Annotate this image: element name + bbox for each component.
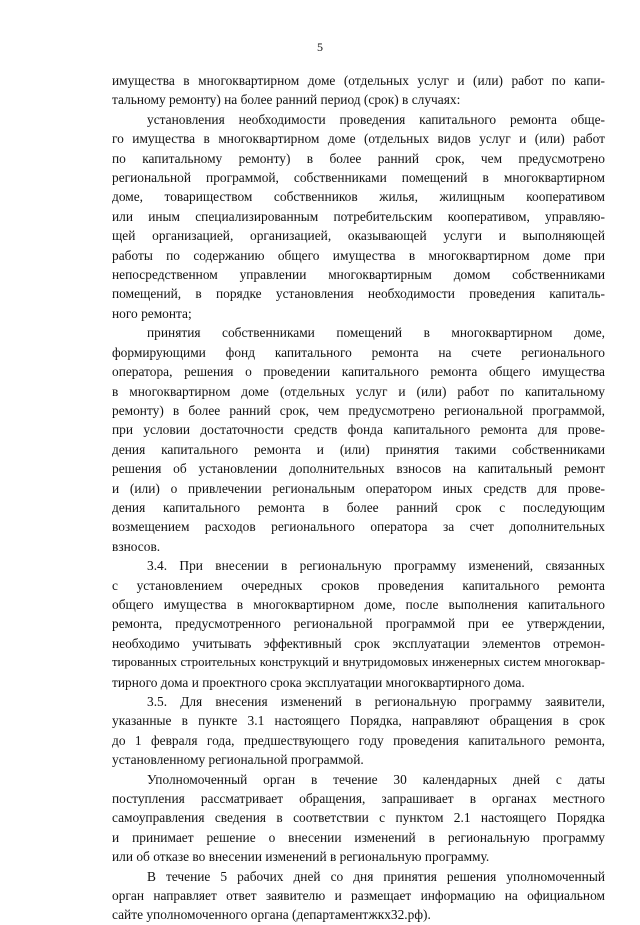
text-line: тированных строительных конструкций и внутридомовых инженерных систем многоквар-: [112, 655, 605, 670]
text-line: при условии достаточности средств фонда капитального ремонта для прове-: [112, 422, 605, 438]
text-line: дения капитального ремонта в более ранний срок с последующим: [112, 499, 605, 515]
text-line: 3.5. Для внесения изменений в региональную программу заявители,: [147, 694, 605, 709]
text-line: необходимо учитывать эффективный срок эксплуатации элементов отремон-: [112, 635, 605, 651]
text-line: возмещением расходов регионального оператора за счет дополнительных: [112, 519, 605, 535]
text-line: в многоквартирном доме (отдельных услуг и (или) работ по капитальному: [112, 383, 605, 399]
text-line: поступления рассматривает обращения, запрашивает в органах местного: [112, 791, 605, 807]
text-line: до 1 февраля года, предшествующего году проведения капитального ремонта,: [112, 732, 605, 748]
text-line: работы по содержанию общего имущества в многоквартирном доме при: [112, 247, 605, 263]
text-line: 3.4. При внесении в региональную программу изменений, связанных: [147, 558, 605, 574]
text-line: сайте уполномоченного органа (департаментжкх32.рф).: [112, 907, 431, 923]
text-line: непосредственном управлении многоквартирным домом собственниками: [112, 267, 605, 283]
text-line: ного ремонта;: [112, 305, 192, 321]
text-line: щей организацией, организацией, оказывающей услуги и выполняющей: [112, 228, 605, 244]
text-line: указанные в пункте 3.1 настоящего Порядка, направляют обращения в срок: [112, 713, 605, 729]
text-line: доме, товариществом собственников жилья, жилищным кооперативом: [112, 189, 605, 205]
text-line: и (или) о привлечении региональным оператором иных средств для прове-: [112, 480, 605, 496]
text-line: самоуправления сведения в соответствии с пунктом 2.1 настоящего Порядка: [112, 810, 605, 826]
text-line: оператора, решения о проведении капитального ремонта общего имущества: [112, 364, 605, 380]
text-line: тирного дома и проектного срока эксплуатации многоквартирного дома.: [112, 674, 525, 690]
text-line: дения капитального ремонта и (или) принятия такими собственниками: [112, 441, 605, 457]
text-line: общего имущества в многоквартирном доме, после выполнения капитального: [112, 596, 605, 612]
page-number: 5: [317, 40, 323, 54]
text-line: региональной программой, собственниками помещений в многоквартирном: [112, 170, 605, 186]
text-line: ремонта, предусмотренного региональной программой при ее утверждении,: [112, 616, 605, 632]
text-line: тальному ремонту) на более ранний период (срок) в случаях:: [112, 92, 461, 108]
text-line: В течение 5 рабочих дней со дня принятия решения уполномоченный: [147, 868, 605, 884]
text-line: го имущества в многоквартирном доме (отдельных видов услуг и (или) работ: [112, 131, 605, 147]
text-line: по капитальному ремонту) в более ранний срок, чем предусмотрено: [112, 150, 605, 166]
text-line: и принимает решение о внесении изменений в региональную программу: [112, 829, 605, 845]
paragraph: [112, 867, 605, 925]
document-body: [112, 71, 605, 925]
text-line: имущества в многоквартирном доме (отдельных услуг и (или) работ по капи-: [112, 73, 605, 88]
paragraph: [112, 323, 605, 556]
text-line: формирующими фонд капитального ремонта на счете регионального: [112, 344, 605, 360]
text-line: с установлением очередных сроков проведения капитального ремонта: [112, 577, 605, 593]
text-line: Уполномоченный орган в течение 30 календарных дней с даты: [147, 771, 605, 787]
text-line: или об отказе во внесении изменений в региональную программу.: [112, 849, 490, 865]
paragraph: [112, 770, 605, 867]
paragraph: [112, 692, 605, 770]
paragraph: [112, 110, 605, 323]
paragraph: [112, 71, 605, 110]
text-line: решения об установлении дополнительных взносов на капитальный ремонт: [112, 461, 605, 477]
text-line: ремонту) в более ранний срок, чем предусмотрено региональной программой,: [112, 402, 605, 418]
paragraph: [112, 556, 605, 692]
text-line: помещений, в порядке установления необходимости проведения капиталь-: [112, 286, 605, 302]
text-line: или иным специализированным потребительским кооперативом, управляю-: [112, 208, 605, 224]
text-line: орган направляет ответ заявителю и размещает информацию на официальном: [112, 888, 605, 904]
text-line: установленному региональной программой.: [112, 752, 364, 768]
text-line: взносов.: [112, 538, 161, 554]
text-line: установления необходимости проведения капитального ремонта обще-: [147, 111, 605, 127]
text-line: принятия собственниками помещений в многоквартирном доме,: [147, 325, 605, 341]
